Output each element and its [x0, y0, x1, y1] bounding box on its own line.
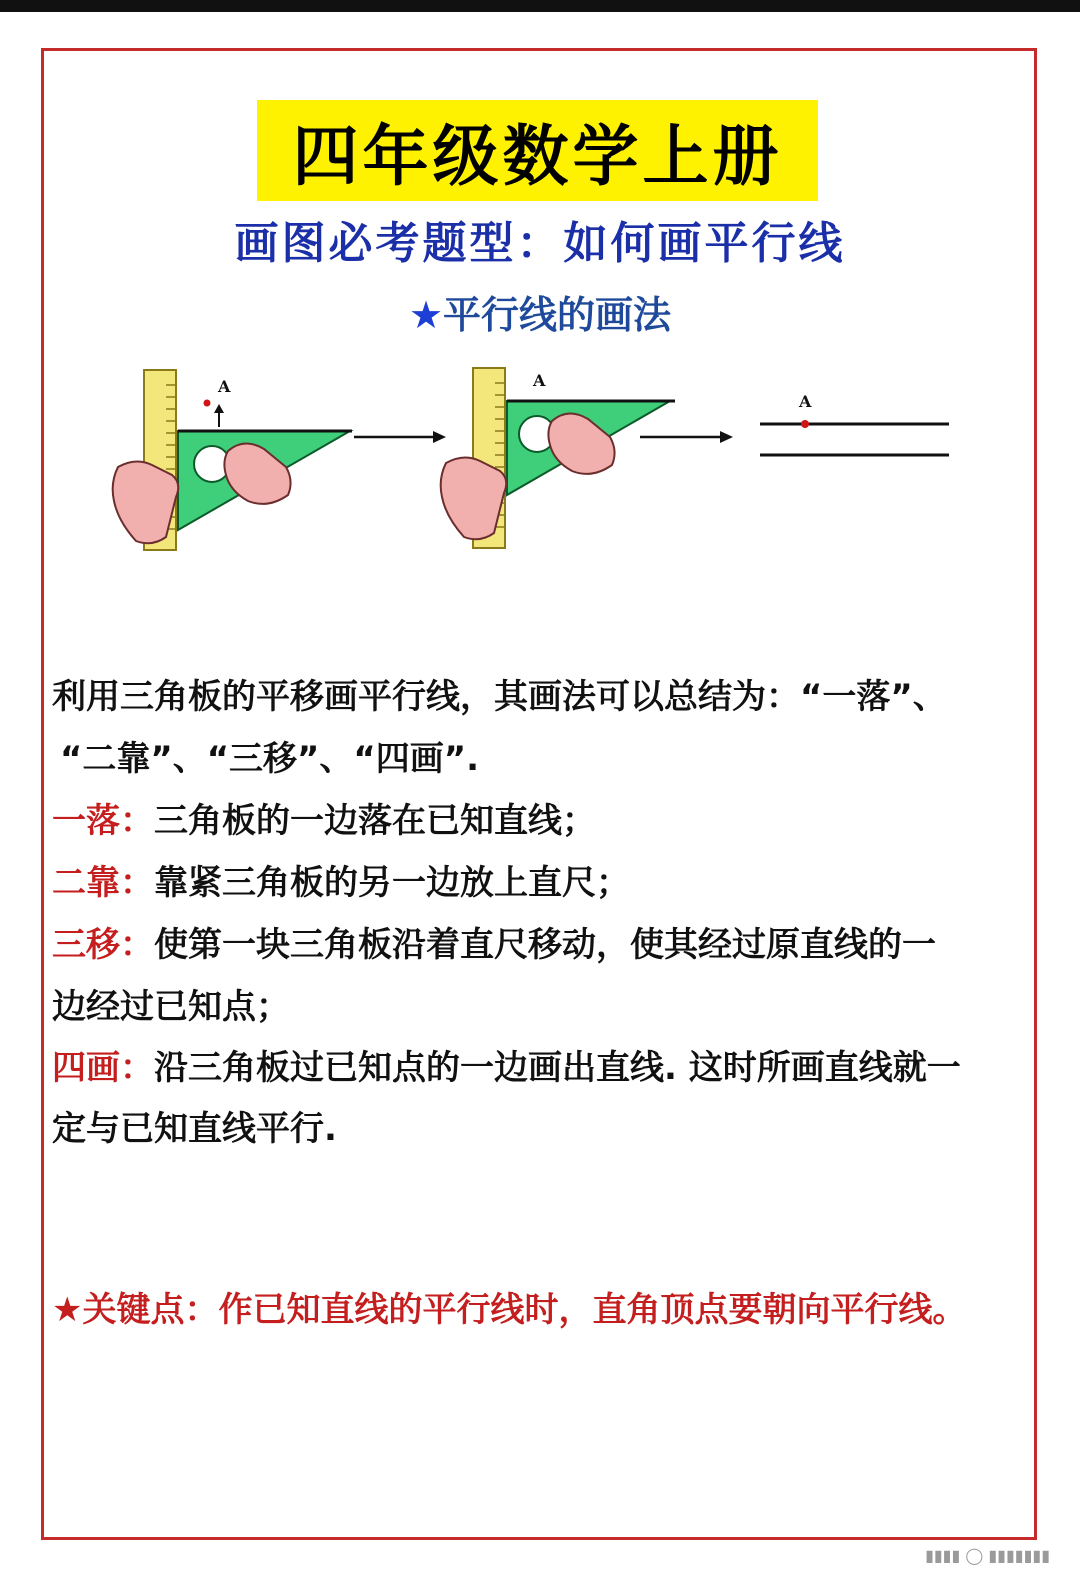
step-3-text-line-2: 边经过已知点；	[52, 987, 290, 1027]
section-heading-label: 平行线的画法	[443, 293, 672, 337]
point-a-label-2: A	[533, 371, 546, 390]
hand-1	[113, 461, 179, 543]
watermark: ▮▮▮▮ ◯ ▮▮▮▮▮▮▮	[925, 1546, 1050, 1565]
page-title: 四年级数学上册	[292, 117, 783, 195]
step-2-text: 靠紧三角板的另一边放上直尺；	[154, 863, 630, 903]
point-a-label-3: A	[799, 392, 812, 411]
step-1	[52, 793, 596, 842]
star-icon: ★	[408, 293, 444, 337]
top-status-bar	[0, 0, 1080, 12]
title-banner	[257, 100, 818, 201]
step-4-text-line-2: 定与已知直线平行.	[52, 1109, 337, 1149]
point-a-1	[204, 400, 211, 407]
step-2	[52, 855, 630, 904]
key-point: ★关键点：作已知直线的平行线时，直角顶点要朝向平行线。	[52, 1290, 967, 1330]
step-3-tag: 三移：	[52, 925, 154, 965]
step-3	[52, 917, 936, 966]
point-a-3	[801, 420, 809, 428]
page-subtitle: 画图必考题型：如何画平行线	[234, 218, 846, 269]
diagram-step-2	[441, 368, 733, 548]
parallel-line-diagram	[100, 355, 970, 565]
diagram-step-3	[760, 392, 949, 455]
step-3-text-line-1: 使第一块三角板沿着直尺移动，使其经过原直线的一	[154, 925, 936, 965]
intro-line-2: “二靠”、“三移”、“四画”.	[60, 739, 479, 779]
step-4-tag: 四画：	[52, 1048, 154, 1088]
step-1-text: 三角板的一边落在已知直线；	[154, 801, 596, 841]
intro-line-1: 利用三角板的平移画平行线，其画法可以总结为：“一落”、	[52, 677, 947, 717]
diagram-step-1	[113, 370, 446, 550]
hand-3	[441, 457, 507, 539]
step-4-text-line-1: 沿三角板过已知点的一边画出直线. 这时所画直线就一	[154, 1048, 961, 1088]
section-heading	[390, 284, 690, 339]
step-2-tag: 二靠：	[52, 863, 154, 903]
step-1-tag: 一落：	[52, 801, 154, 841]
point-a-label-1: A	[218, 377, 231, 396]
step-4	[52, 1040, 961, 1089]
